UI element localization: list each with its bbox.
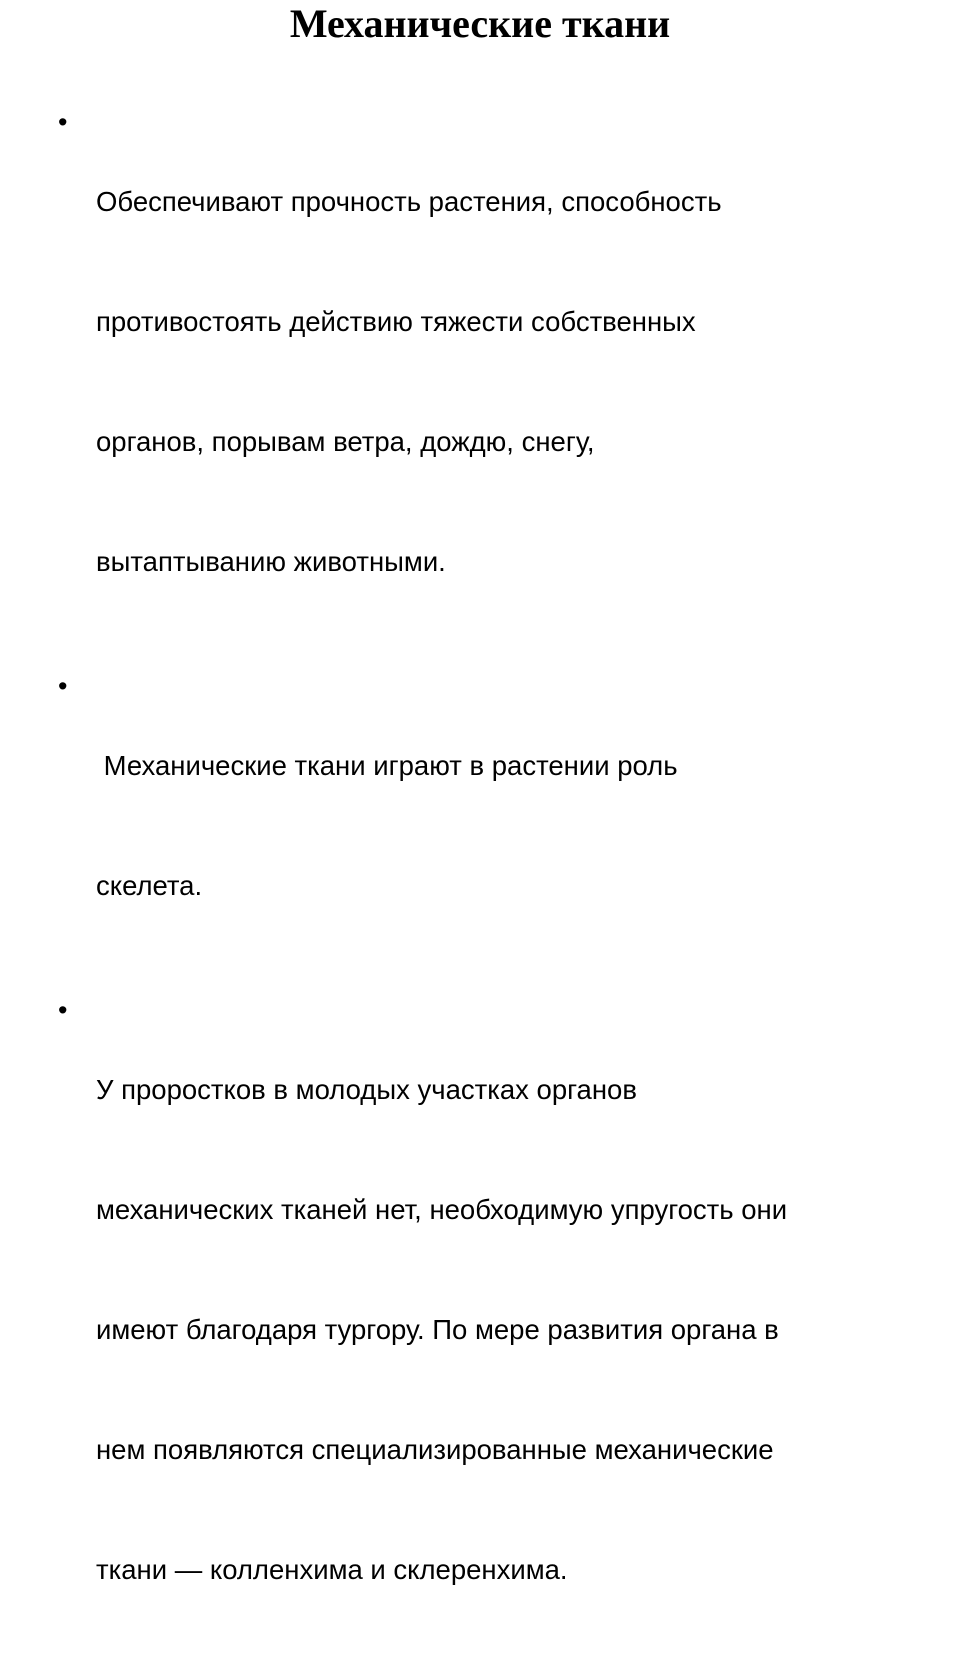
bullet-line: скелета.	[96, 870, 203, 901]
bullet-line: ткани — колленхима и склеренхима.	[96, 1554, 568, 1585]
bullet-marker: •	[58, 671, 68, 701]
bullet-line: Обеспечивают прочность растения, способность	[96, 186, 722, 217]
bullet-line: органов, порывам ветра, дождю, снегу,	[96, 426, 595, 457]
bullet-marker: •	[58, 995, 68, 1025]
bullet-item-2	[0, 666, 960, 986]
bullet-line: имеют благодаря тургору. По мере развития органа в	[96, 1314, 779, 1345]
slide-title: Механические ткани	[289, 1, 671, 46]
bullet-item-1	[0, 102, 960, 662]
bullet-line: вытаптыванию животными.	[96, 546, 446, 577]
bullet-line: механических тканей нет, необходимую упругость они	[96, 1194, 788, 1225]
bullet-text	[96, 102, 916, 662]
bullet-line: У проростков в молодых участках органов	[96, 1074, 637, 1105]
bullet-marker: •	[58, 107, 68, 137]
bullet-text	[96, 990, 916, 1670]
bullet-item-3	[0, 990, 960, 1670]
bullet-line: Механические ткани играют в растении роль	[96, 750, 678, 781]
bullet-line: противостоять действию тяжести собственных	[96, 306, 696, 337]
bullet-line: нем появляются специализированные механические	[96, 1434, 774, 1465]
bullet-list	[0, 102, 960, 1674]
bullet-text	[96, 666, 916, 986]
